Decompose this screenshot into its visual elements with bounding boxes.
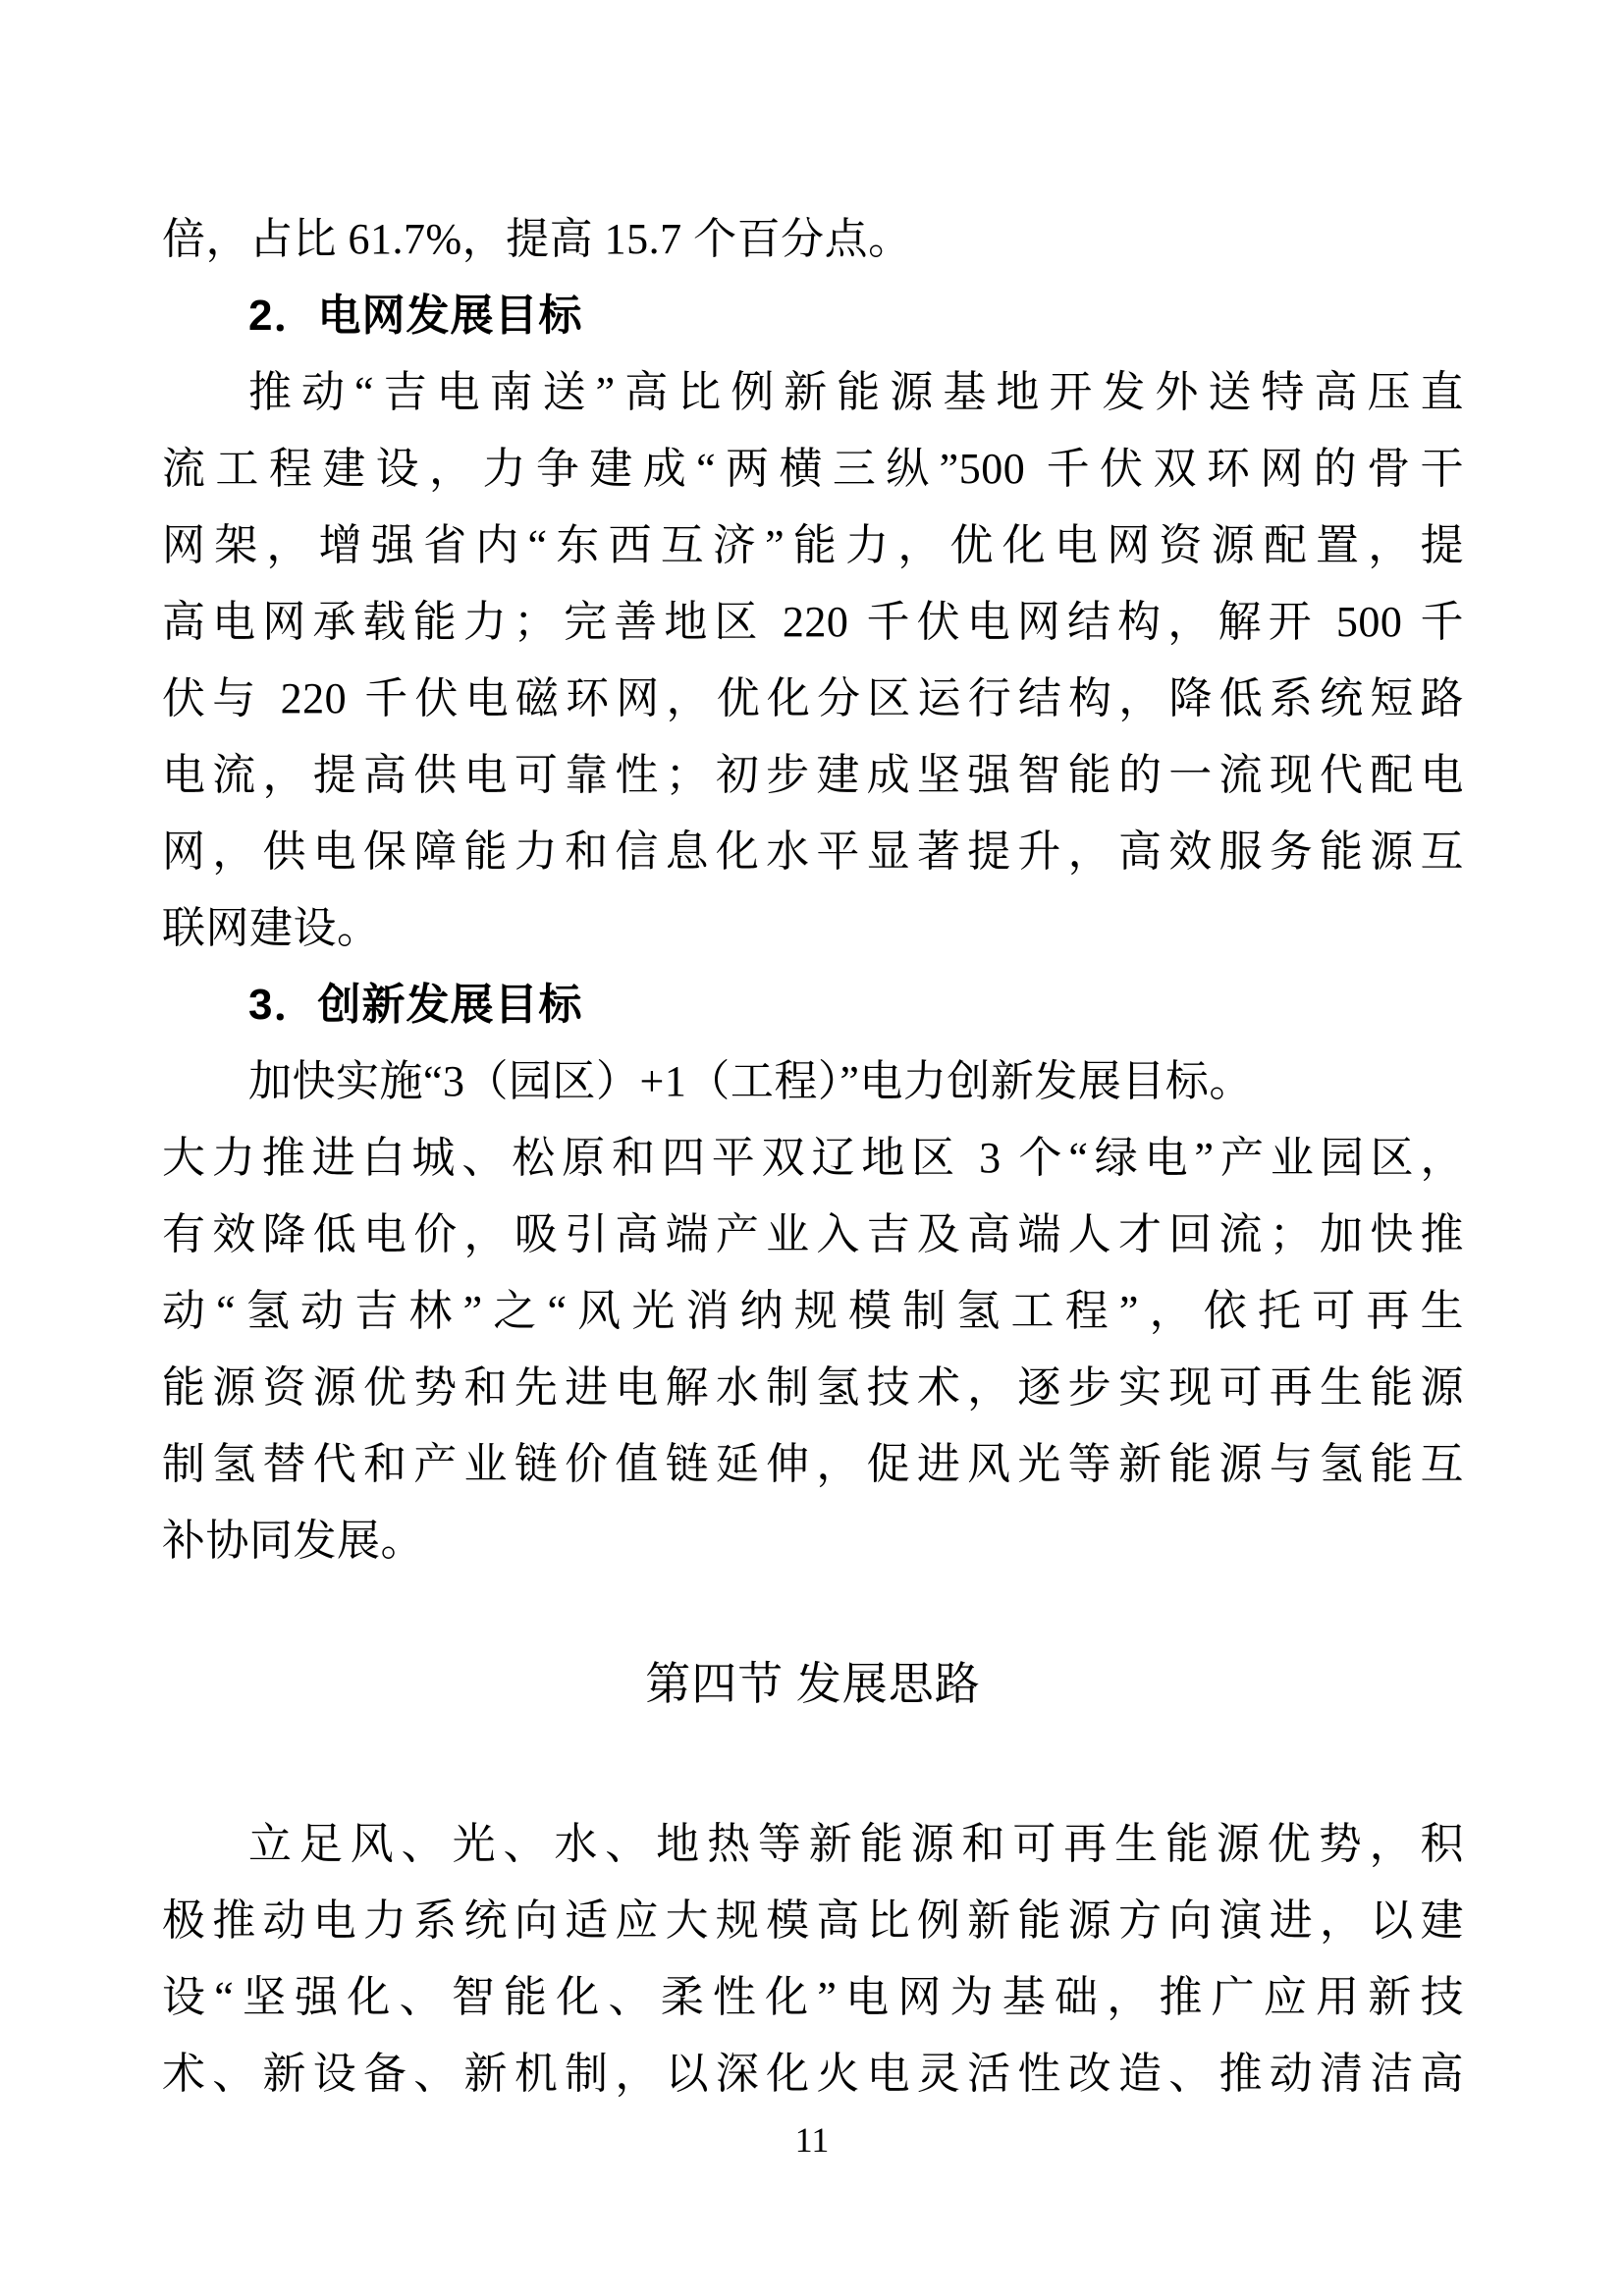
body-line: 制氢替代和产业链价值链延伸，促进风光等新能源与氢能互 <box>162 1440 1464 1488</box>
body-line: 流工程建设，力争建成“两横三纵”500 千伏双环网的骨干 <box>162 445 1464 493</box>
body-line: 术、新设备、新机制，以深化火电灵活性改造、推动清洁高 <box>162 2050 1464 2098</box>
body-line: 动“氢动吉林”之“风光消纳规模制氢工程”，依托可再生 <box>162 1287 1464 1335</box>
body-line: 推动“吉电南送”高比例新能源基地开发外送特高压直 <box>248 368 1464 416</box>
body-line: 设“坚强化、智能化、柔性化”电网为基础，推广应用新技 <box>162 1973 1464 2021</box>
body-line: 电流，提高供电可靠性；初步建成坚强智能的一流现代配电 <box>162 751 1464 799</box>
section-heading: 第四节 发展思路 <box>645 1659 981 1709</box>
body-line: 倍，占比 61.7%，提高 15.7 个百分点。 <box>162 215 912 263</box>
body-line: 联网建设。 <box>162 904 381 952</box>
body-line: 极推动电力系统向适应大规模高比例新能源方向演进，以建 <box>162 1896 1464 1945</box>
text-block <box>162 201 1464 2112</box>
page-number: 11 <box>794 2120 830 2160</box>
body-line: 立足风、光、水、地热等新能源和可再生能源优势，积 <box>248 1820 1464 1868</box>
numbered-heading-2: 2．电网发展目标 <box>248 292 583 340</box>
body-line: 有效降低电价，吸引高端产业入吉及高端人才回流；加快推 <box>162 1210 1464 1258</box>
body-line: 网架，增强省内“东西互济”能力，优化电网资源配置，提 <box>162 521 1464 569</box>
numbered-heading-3: 3．创新发展目标 <box>248 981 583 1029</box>
body-line: 网，供电保障能力和信息化水平显著提升，高效服务能源互 <box>162 828 1464 876</box>
body-line: 补协同发展。 <box>162 1517 424 1565</box>
body-line: 高电网承载能力；完善地区 220 千伏电网结构，解开 500 千 <box>162 598 1464 646</box>
body-line: 伏与 220 千伏电磁环网，优化分区运行结构，降低系统短路 <box>162 674 1464 722</box>
body-line: 大力推进白城、松原和四平双辽地区 3 个“绿电”产业园区， <box>162 1134 1464 1182</box>
body-line: 能源资源优势和先进电解水制氢技术，逐步实现可再生能源 <box>162 1363 1464 1412</box>
body-line: 加快实施“3（园区）+1（工程）”电力创新发展目标。 <box>248 1057 1253 1105</box>
